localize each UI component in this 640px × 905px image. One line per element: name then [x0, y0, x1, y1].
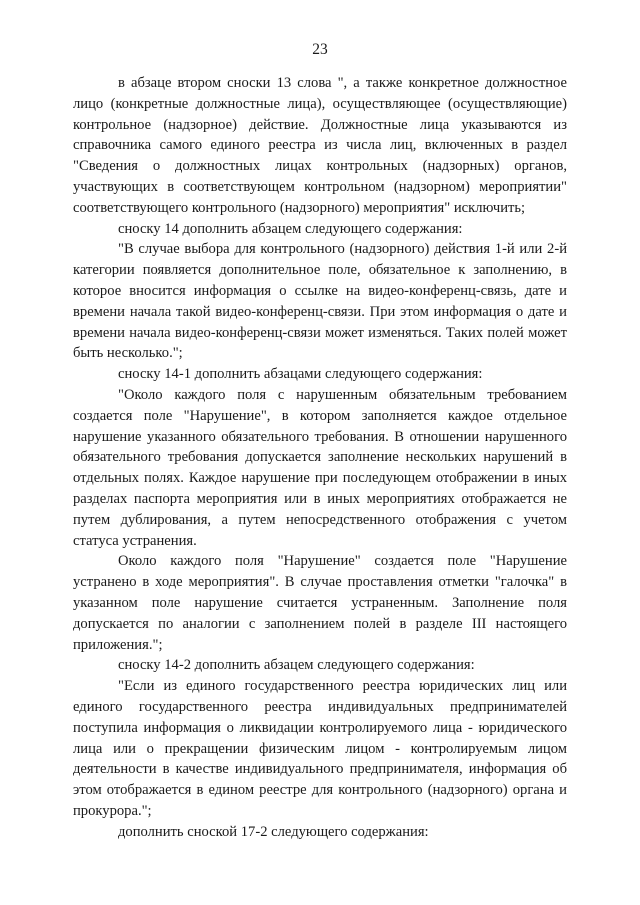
paragraph-footnote-14-2-text: "Если из единого государственного реестра юридических лиц или единого государственного реестра индивидуальных предпринимателей поступила информация о ликвидации контролируемого лица - юридического лица или о прекращении физическим лицом - контролируемым лицом деятельности в качестве индивидуального предпринимателя, информация об этом отображается в едином реестре для контрольного (надзорного) органа и прокурора."; — [73, 678, 567, 819]
paragraph-footnote-14-2-intro: сноску 14-2 дополнить абзацем следующего содержания: — [118, 657, 475, 674]
paragraph-footnote-14-text: "В случае выбора для контрольного (надзорного) действия 1-й или 2-й категории появляется дополнительное поле, обязательное к заполнению, в которое вносится информация о ссылке на видео-конференц-связь, дате и времени начала такой видео-конференц-связи. При этом информация о дате и времени начала видео-конференц-связи может изменяться. Таких полей может быть несколько."; — [73, 241, 567, 362]
paragraph-footnote-13-amendment: в абзаце втором сноски 13 слова ", а также конкретное должностное лицо (конкретные должностные лица), осуществляющее (осуществляющие) контрольное (надзорное) действие. Должностные лица указываются из справочника самого единого реестра из числа лиц, включенных в раздел "Сведения о должностных лицах контрольных (надзорных) органов, участвующих в соответствующем контрольном (надзорном) мероприятии" соответствующего контрольного (надзорного) мероприятия" исключить; — [73, 75, 567, 216]
page-number: 23 — [312, 41, 328, 58]
document-body — [73, 73, 567, 842]
paragraph-footnote-14-1-intro: сноску 14-1 дополнить абзацами следующего содержания: — [118, 366, 483, 383]
paragraph-footnote-17-2-intro: дополнить сноской 17-2 следующего содержания: — [118, 823, 429, 840]
paragraph-footnote-14-intro: сноску 14 дополнить абзацем следующего содержания: — [118, 220, 463, 237]
paragraph-footnote-14-1-text-1: "Около каждого поля с нарушенным обязательным требованием создается поле "Нарушение", в котором заполняется каждое отдельное нарушение указанного обязательного требования. В отношении нарушенного обязательного требования допускается заполнение нескольких нарушений в отдельных полях. Каждое нарушение при последующем отображении в иных разделах паспорта мероприятия или в иных мероприятиях отображается не путем дублирования, а путем непосредственного отображения с учетом статуса устранения. — [73, 386, 567, 549]
paragraph-footnote-14-1-text-2: Около каждого поля "Нарушение" создается поле "Нарушение устранено в ходе мероприятия". В случае проставления отметки "галочка" в указанном поле нарушение считается устраненным. Заполнение поля допускается по аналогии с заполнением полей в разделе III настоящего приложения."; — [73, 553, 567, 653]
